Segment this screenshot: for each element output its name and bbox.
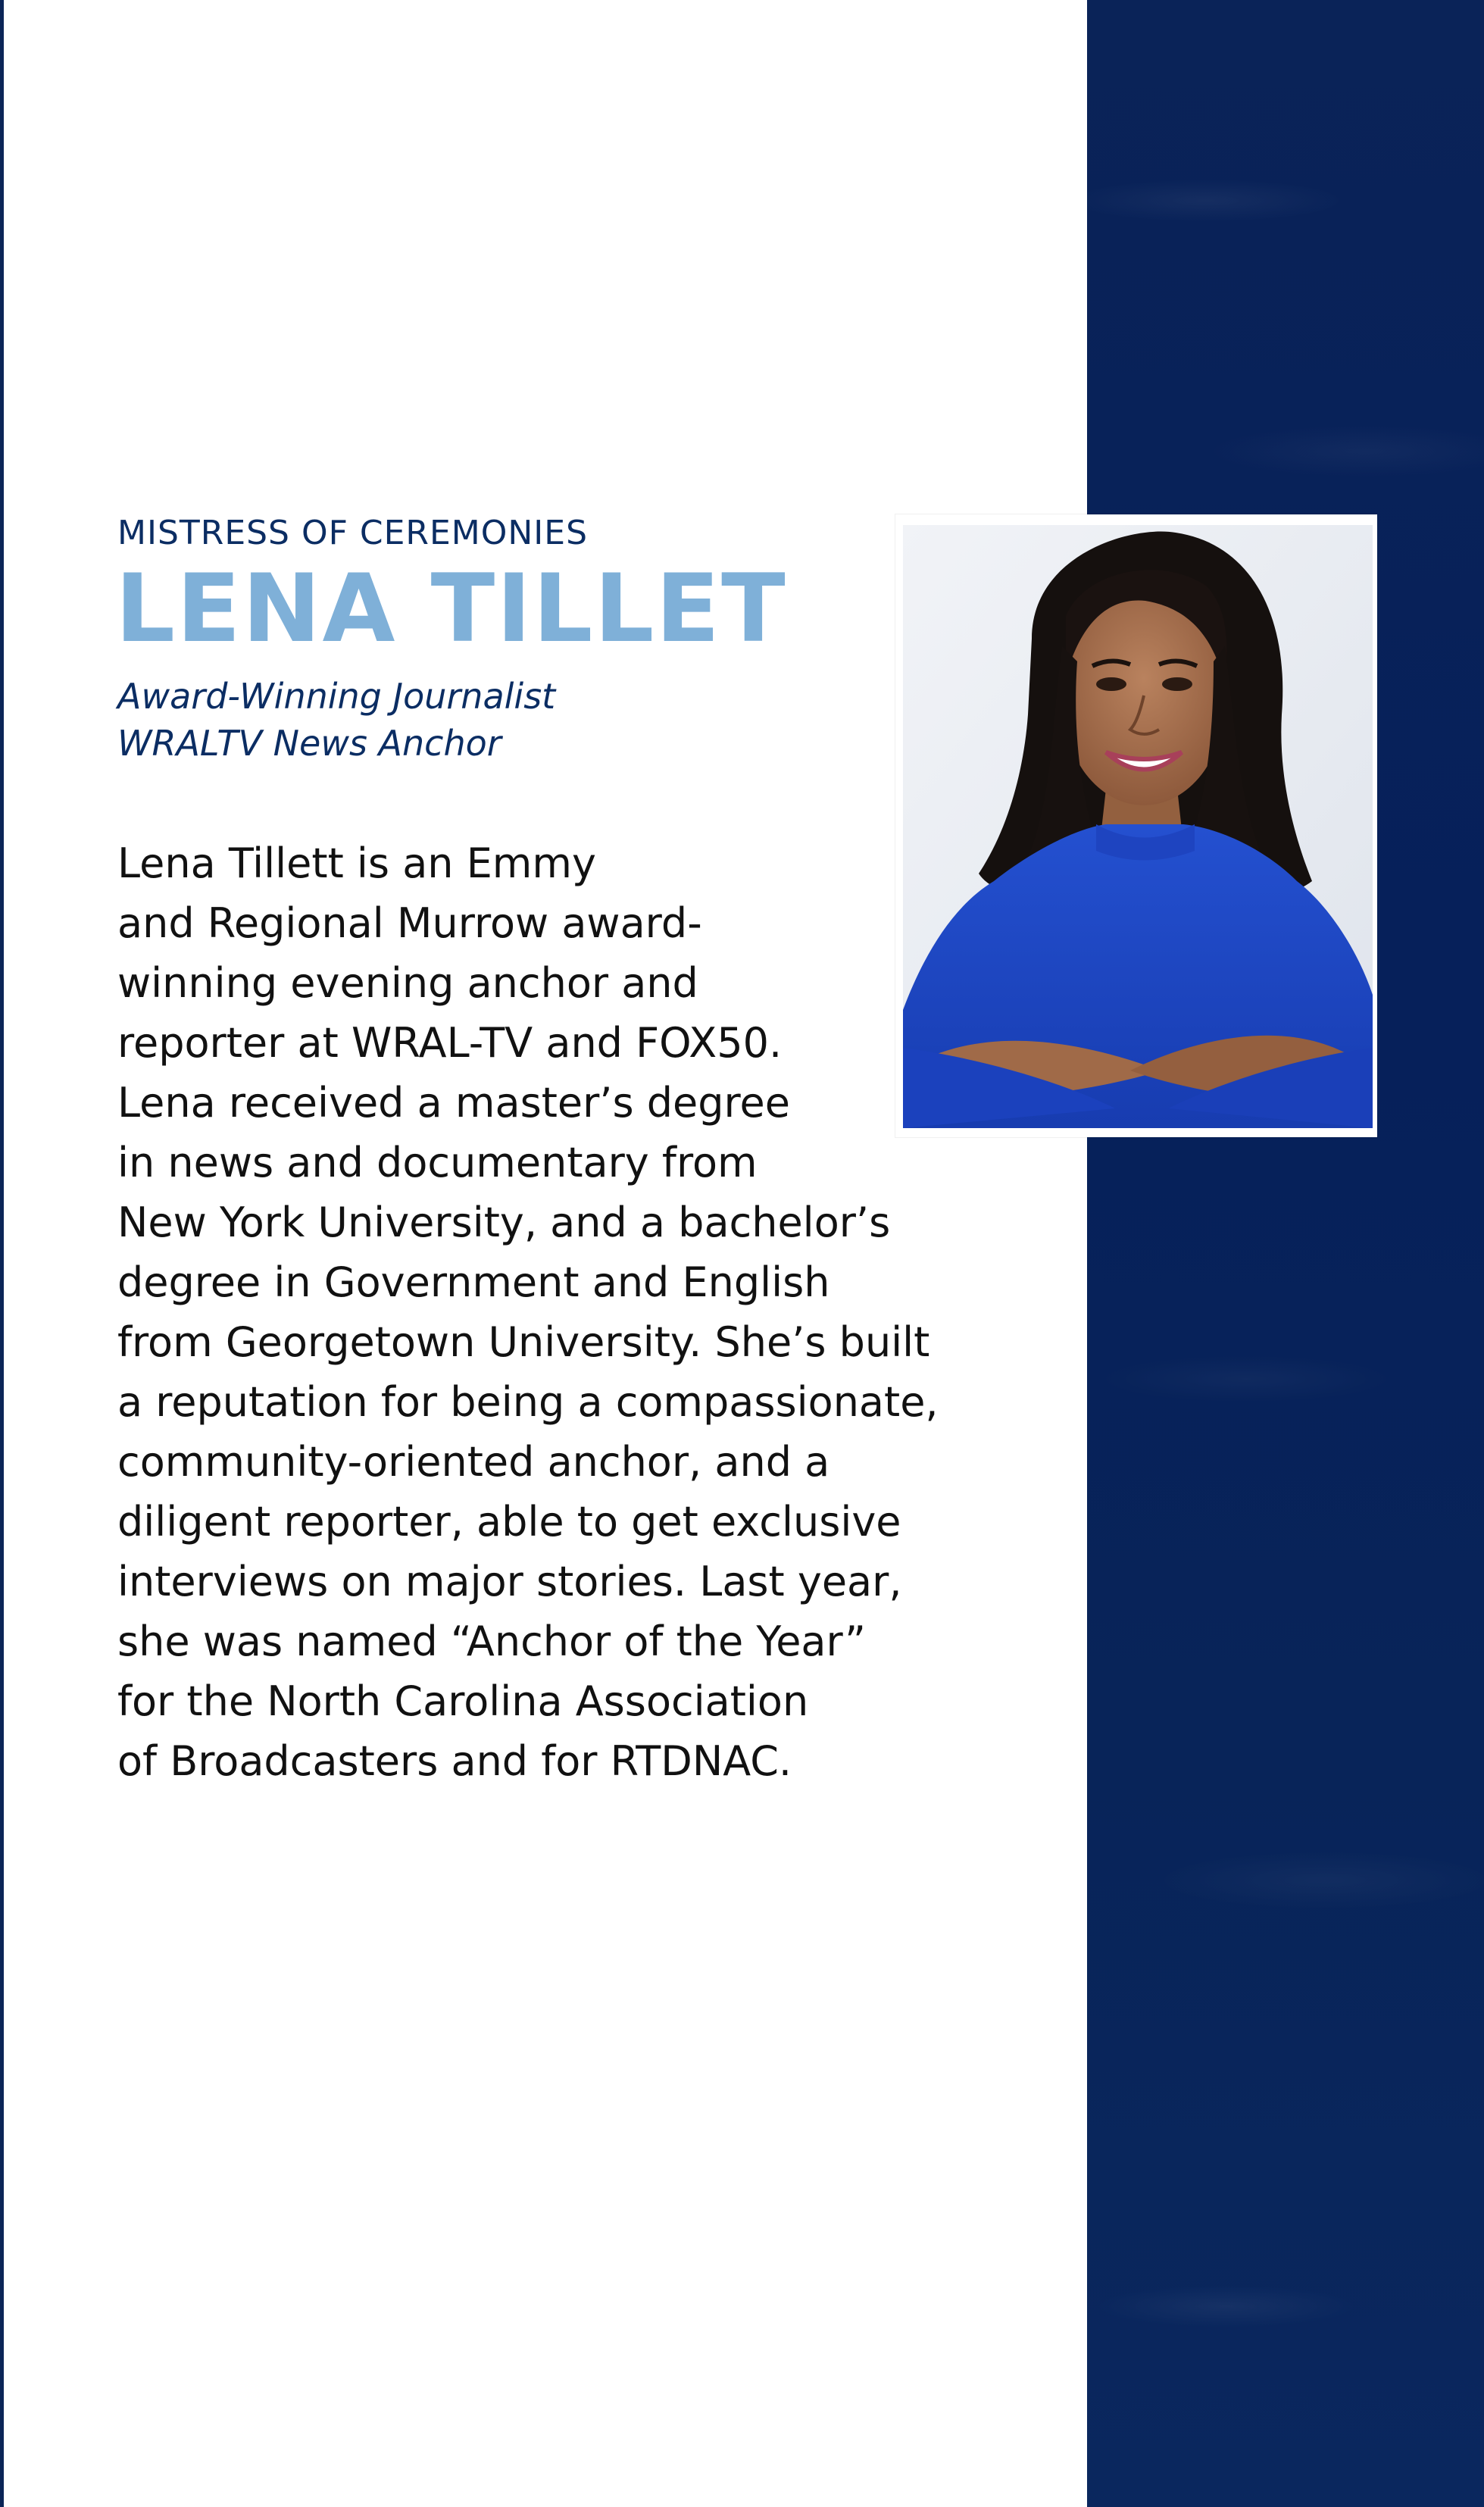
speaker-title-2: WRALTV News Anchor bbox=[117, 723, 501, 764]
speaker-title-1: Award-Winning Journalist bbox=[117, 676, 556, 717]
bio-line: and Regional Murrow award- bbox=[117, 899, 702, 947]
role-label: MISTRESS OF CEREMONIES bbox=[117, 514, 589, 552]
portrait-illustration bbox=[903, 525, 1373, 1128]
portrait-photo bbox=[903, 525, 1373, 1128]
navy-side-panel bbox=[1087, 0, 1484, 2507]
bio-line: Lena received a master’s degree bbox=[117, 1079, 790, 1127]
bio-line: in news and documentary from bbox=[117, 1139, 758, 1186]
bio-line: a reputation for being a compassionate, bbox=[117, 1378, 939, 1426]
bio-line: winning evening anchor and bbox=[117, 959, 698, 1007]
bio-line: from Georgetown University. She’s built bbox=[117, 1318, 930, 1366]
portrait-frame bbox=[895, 514, 1377, 1137]
bio-line: New York University, and a bachelor’s bbox=[117, 1199, 891, 1246]
speaker-bio bbox=[117, 833, 1026, 1791]
speaker-name: LENA TILLET bbox=[115, 555, 787, 664]
left-edge-stripe bbox=[0, 0, 4, 2507]
bio-line: community-oriented anchor, and a bbox=[117, 1438, 830, 1486]
bio-line: interviews on major stories. Last year, bbox=[117, 1558, 902, 1605]
speaker-titles bbox=[117, 673, 555, 767]
bio-line: reporter at WRAL-TV and FOX50. bbox=[117, 1019, 783, 1067]
bio-line: degree in Government and English bbox=[117, 1258, 830, 1306]
bio-line: she was named “Anchor of the Year” bbox=[117, 1618, 866, 1665]
bio-line: of Broadcasters and for RTDNAC. bbox=[117, 1737, 792, 1785]
bio-line: diligent reporter, able to get exclusive bbox=[117, 1498, 901, 1546]
bio-line: for the North Carolina Association bbox=[117, 1677, 809, 1725]
bio-line: Lena Tillett is an Emmy bbox=[117, 839, 596, 887]
